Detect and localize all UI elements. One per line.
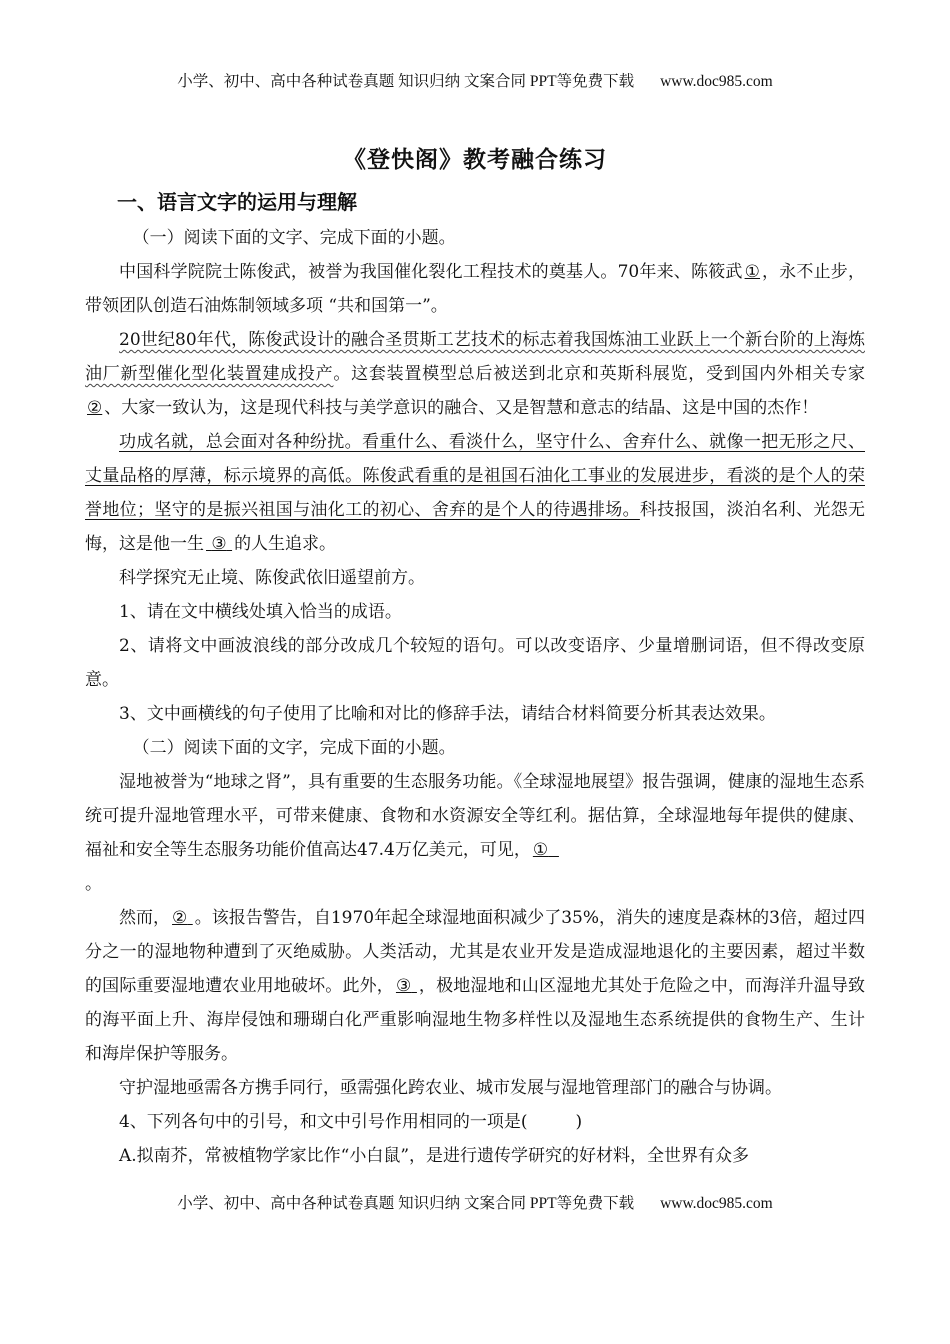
underlined-text: 功成名就，总会面对各种纷扰。看重什么、看淡什么，坚守什么、舍弃什么、就像一把无形之尺、丈量品格的厚薄，标示境界的高低。陈俊武看重的是祖国石油化工事业的发展进步，看淡的是个人的荣誉地位；坚守的是振兴祖国与油化工的初心、舍弃的是个人的待遇排场。 [85, 432, 865, 520]
header-text: 小学、初中、高中各种试卷真题 知识归纳 文案合同 PPT等免费下载 [177, 73, 635, 90]
blank-2: ② [87, 398, 103, 418]
part1-paragraph-1: 中国科学院院士陈俊武，被誉为我国催化裂化工程技术的奠基人。70年来、陈筱武 ① ，永不止步，带领团队创造石油炼制领域多项 “共和国第一”。 [85, 262, 865, 316]
part2-paragraph-1-end: 。 [85, 874, 102, 894]
header-url[interactable]: www.doc985.com [660, 73, 773, 90]
option-a: A.拟南芥，常被植物学家比作“小白鼠”，是进行遗传学研究的好材料，全世界有众多 [119, 1146, 750, 1166]
part2-heading: （二）阅读下面的文字，完成下面的小题。 [132, 738, 456, 758]
page-title: 《登快阁》教考融合练习 [343, 146, 607, 173]
part2-paragraph-2: 然而， ② 。该报告警告，自1970年起全球湿地面积减少了35%，消失的速度是森林的3倍，超过四分之一的湿地物种遭到了灭绝威胁。人类活动，尤其是农业开发是造成湿地退化的主要因素，超过半数的国际重要湿地遭农业用地破坏。此外， ③ ，极地湿地和山区湿地尤其处于危险之中，而海洋升温导致的海平面上升、海岸侵蚀和珊瑚白化严重影响湿地生物多样性以及湿地生态系统提供的食物生产、生计和海岸保护等服务。 [85, 908, 866, 1064]
blank-2: ② [172, 908, 188, 928]
page-footer [0, 1191, 950, 1213]
part1-paragraph-2: 20世纪80年代，陈俊武设计的融合圣贯斯工艺技术的标志着我国炼油工业跃上一个新台阶的上海炼油厂新型催化型化装置建成投产。这套装置模型总后被送到北京和英斯科展览，受到国内外相关专家② 、大家一致认为，这是现代科技与美学意识的融合、又是智慧和意志的结晶、这是中国的杰作！ [85, 330, 866, 418]
part2-paragraph-1: 湿地被誉为“地球之肾”，具有重要的生态服务功能。《全球湿地展望》报告强调，健康的湿地生态系统可提升湿地管理水平，可带来健康、食物和水资源安全等红利。据估算，全球湿地每年提供的健康、福祉和安全等生态服务功能价值高达47.4万亿美元，可见， ① [85, 772, 865, 860]
question-4: 4、下列各句中的引号，和文中引号作用相同的一项是( ) [119, 1112, 583, 1132]
section-heading: 一、语言文字的运用与理解 [117, 190, 357, 214]
blank-1: ① [532, 840, 549, 860]
blank-3: ③ [211, 534, 227, 554]
part1-heading: （一）阅读下面的文字、完成下面的小题。 [132, 228, 456, 248]
question-3: 3、文中画横线的句子使用了比喻和对比的修辞手法，请结合材料简要分析其表达效果。 [119, 704, 776, 724]
part1-paragraph-4: 科学探究无止境、陈俊武依旧遥望前方。 [119, 568, 425, 588]
wavy-underlined-text: 20世纪80年代，陈俊武设计的融合圣贯斯工艺技术的标志着我国炼油工业跃上一个新台阶的上海炼油厂新型催化型化装置建成投产 [85, 330, 865, 384]
footer-text: 小学、初中、高中各种试卷真题 知识归纳 文案合同 PPT等免费下载 [177, 1195, 635, 1212]
part2-paragraph-3: 守护湿地亟需各方携手同行，亟需强化跨农业、城市发展与湿地管理部门的融合与协调。 [119, 1078, 782, 1098]
document-body [85, 187, 865, 1173]
blank-3: ③ [395, 976, 412, 996]
question-1: 1、请在文中横线处填入恰当的成语。 [119, 602, 402, 622]
footer-url[interactable]: www.doc985.com [660, 1195, 773, 1212]
part1-paragraph-3: 功成名就，总会面对各种纷扰。看重什么、看淡什么，坚守什么、舍弃什么、就像一把无形之尺、丈量品格的厚薄，标示境界的高低。陈俊武看重的是祖国石油化工事业的发展进步，看淡的是个人的荣誉地位；坚守的是振兴祖国与油化工的初心、舍弃的是个人的待遇排场。科技报国，淡泊名利、光怨无悔，这是他一生 ③ 的人生追求。 [85, 432, 866, 554]
page-header [0, 69, 950, 91]
blank-1: ① [744, 262, 761, 282]
question-2: 2、请将文中画波浪线的部分改成几个较短的语句。可以改变语序、少量增删词语，但不得改变原意。 [85, 636, 865, 690]
